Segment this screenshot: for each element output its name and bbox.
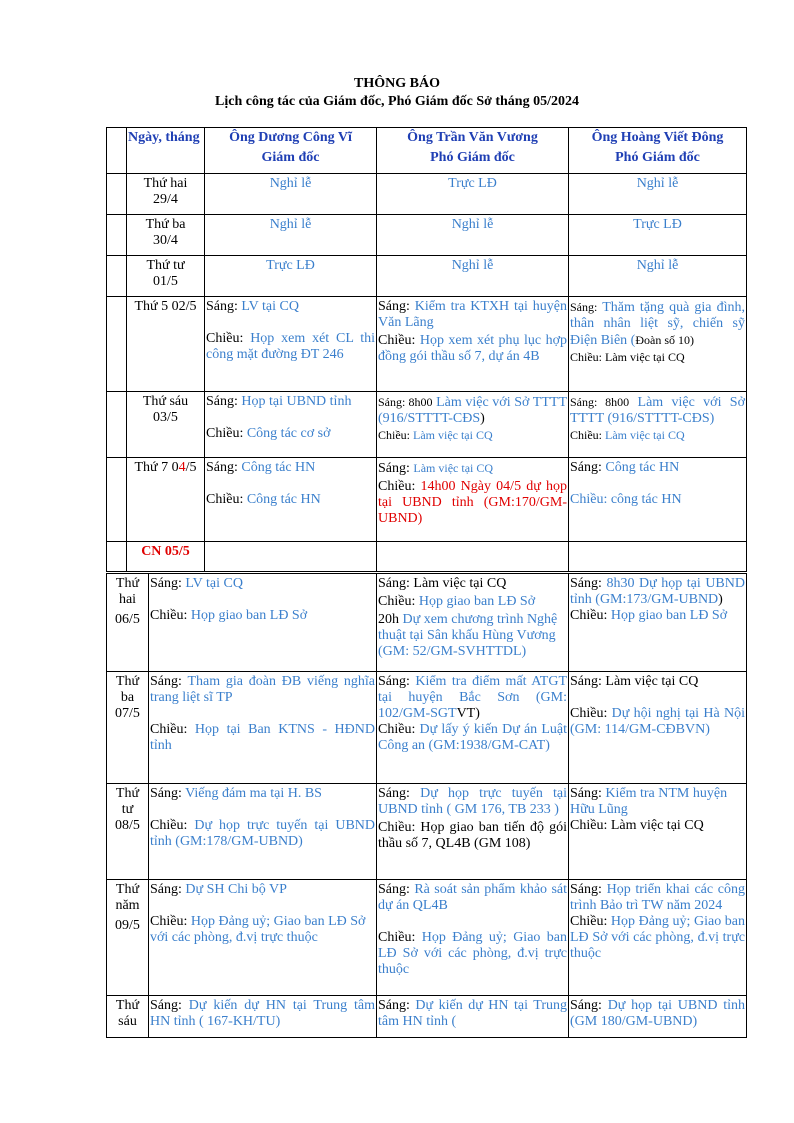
schedule-text: Sáng: 8h00: [378, 395, 433, 409]
date-label: 29/4: [153, 192, 178, 207]
schedule-text: 07/5: [115, 706, 140, 721]
schedule-text: Chiều:: [150, 608, 188, 623]
person2-cell: [377, 392, 569, 458]
table-row: [107, 574, 747, 672]
schedule-text: Kiểm tra NTM huyện Hữu Lũng: [570, 786, 728, 817]
schedule-text: Dự họp trực tuyến tại UBND tỉnh (GM:178/GM-UBND): [150, 818, 376, 849]
index-cell: [107, 256, 127, 297]
table-row: [107, 458, 747, 542]
person2-cell: Nghỉ lễ: [377, 215, 569, 256]
person2-cell: Trực LĐ: [377, 174, 569, 215]
schedule-text: Chiều:: [378, 333, 416, 348]
person3-cell: [569, 784, 747, 880]
schedule-text: ba: [120, 690, 135, 705]
schedule-text: Sáng:: [150, 998, 182, 1013]
table-row: [107, 215, 747, 256]
schedule-text: Làm việc tại CQ: [413, 461, 494, 475]
spacer: [570, 690, 745, 706]
doc-subtitle: Lịch công tác của Giám đốc, Phó Giám đốc Sở tháng 05/2024: [215, 94, 579, 109]
schedule-text: Chiều:: [570, 608, 608, 623]
schedule-text: Họp Đảng uỷ; Giao ban LĐ Sở với các phòng, đ.vị trực thuộc: [378, 930, 567, 977]
table-row: [107, 996, 747, 1038]
day-cell: [107, 672, 149, 784]
schedule-text: Công tác HN: [605, 460, 680, 475]
person2-cell: Nghỉ lễ: [377, 256, 569, 297]
schedule-text: Họp triển khai các công trình Bảo trì TW năm 2024: [570, 882, 746, 913]
person1-cell: [149, 996, 377, 1038]
day-cell: Thứ 5 02/5: [127, 297, 205, 392]
schedule-text: Chiều:: [378, 722, 416, 737]
person2-cell: [377, 542, 569, 572]
table-row: [107, 256, 747, 297]
schedule-text: Họp xem xét CL thi công mặt đường ĐT 246: [206, 331, 376, 362]
schedule-text: Dự lấy ý kiến Dự án Luật Công an (GM:1938/GM-CAT): [378, 722, 567, 753]
schedule-text: Viếng đám ma tại H. BS: [185, 786, 322, 801]
person2-cell: [377, 784, 569, 880]
schedule-text: Thứ: [115, 998, 140, 1013]
schedule-text: /5: [185, 460, 197, 475]
schedule-text: Sáng:: [378, 461, 410, 476]
schedule-text: Sáng: Làm việc tại CQ: [570, 674, 699, 689]
schedule-text: 14h00 Ngày 04/5 dự họp tại UBND tỉnh (GM:170/GM-UBND): [378, 479, 567, 526]
schedule-text: Công tác HN: [241, 460, 316, 475]
schedule-text: Chiều:: [570, 706, 608, 721]
schedule-text: Sáng:: [570, 882, 602, 897]
schedule-text: Sáng:: [378, 882, 410, 897]
schedule-text: Rà soát sản phẩm khảo sát dự án QL4B: [378, 882, 568, 913]
schedule-text: LV tại CQ: [185, 576, 243, 591]
schedule-text: Làm việc với Sở TTTT (916/STTTT-CĐS): [570, 395, 745, 426]
person2-header: [377, 128, 569, 174]
schedule-text: 4: [178, 460, 186, 475]
schedule-text: Sáng:: [206, 460, 238, 475]
person2-cell: [377, 458, 569, 542]
schedule-text: Sáng:: [378, 998, 410, 1013]
person1-cell: [149, 672, 377, 784]
person3-cell: [569, 542, 747, 572]
schedule-text: Chiều:: [378, 428, 410, 442]
schedule-text: Làm việc tại CQ: [413, 428, 493, 442]
spacer: [206, 476, 375, 492]
person1-cell: Trực LĐ: [205, 256, 377, 297]
schedule-text: Thứ: [115, 882, 140, 897]
person1-cell: [205, 542, 377, 572]
schedule-text: Họp tại Ban KTNS - HĐND tỉnh: [150, 722, 375, 753]
schedule-text: 8h30 Dự họp tại UBND tỉnh (GM:173/GM-UBND: [570, 576, 745, 607]
person1-cell: [205, 392, 377, 458]
person3-cell: [569, 574, 747, 672]
schedule-text: Dự xem chương trình Nghệ thuật tại Sân khấu Hùng Vương (GM: 52/GM-SVHTTDL): [378, 612, 558, 659]
schedule-text: Họp tại UBND tỉnh: [241, 394, 352, 409]
person1-role: Giám đốc: [261, 150, 320, 165]
schedule-text: Sáng:: [378, 299, 410, 314]
schedule-text: Làm việc với Sở TTTT (916/STTTT-CĐS: [378, 395, 567, 426]
person2-cell: [377, 880, 569, 996]
schedule-text: Sáng:: [150, 786, 182, 801]
person3-header: [569, 128, 747, 174]
schedule-text: Sáng:: [570, 300, 598, 314]
date-label: 01/5: [153, 274, 178, 289]
schedule-text: Chiều: công tác HN: [570, 492, 682, 507]
date-label: 30/4: [153, 233, 178, 248]
day-cell: [107, 784, 149, 880]
spacer: [150, 898, 375, 914]
person1-cell: Nghỉ lễ: [205, 174, 377, 215]
spacer: [206, 315, 375, 331]
table-row: [107, 542, 747, 572]
spacer: [570, 476, 745, 492]
person3-cell: [569, 996, 747, 1038]
schedule-text: Dự họp trực tuyến tại UBND tỉnh ( GM 176, TB 233 ): [378, 786, 568, 817]
spacer: [206, 410, 375, 426]
person1-cell: Nghỉ lễ: [205, 215, 377, 256]
person3-cell: [569, 880, 747, 996]
schedule-text: ): [480, 411, 485, 426]
person3-cell: [569, 297, 747, 392]
schedule-text: Họp xem xét phụ lục hợp đồng gói thầu số 7, dự án 4B: [378, 333, 568, 364]
schedule-text: Sáng:: [378, 674, 410, 689]
schedule-text: Chiều:: [206, 426, 244, 441]
schedule-text: Chiều:: [570, 914, 608, 929]
schedule-text: Sáng:: [206, 394, 238, 409]
day-cell: [127, 174, 205, 215]
schedule-text: Sáng:: [570, 576, 602, 591]
person3-cell: [569, 458, 747, 542]
schedule-text: Dự kiến dự HN tại Trung tâm HN tỉnh (: [378, 998, 568, 1029]
schedule-text: 06/5: [115, 612, 140, 627]
spacer: [150, 802, 375, 818]
schedule-text: Chiều:: [150, 914, 188, 929]
schedule-text: Chiều: Làm việc tại CQ: [570, 818, 704, 833]
index-header-cell: [107, 128, 127, 174]
person2-cell: [377, 297, 569, 392]
schedule-text: Sáng:: [150, 674, 182, 689]
schedule-table-bottom: [106, 573, 747, 1038]
index-cell: [107, 542, 127, 572]
schedule-text: Chiều:: [378, 479, 416, 494]
schedule-text: Sáng:: [206, 299, 238, 314]
date-header: Ngày, tháng: [127, 128, 205, 174]
schedule-text: Sáng:: [378, 786, 410, 801]
person2-role: Phó Giám đốc: [430, 150, 515, 165]
schedule-text: Chiều:: [150, 722, 188, 737]
schedule-text: Chiều: Họp giao ban tiến độ gói thầu số 7, QL4B (GM 108): [378, 820, 567, 851]
schedule-text: Họp Đảng uỷ; Giao ban LĐ Sở với các phòng, đ.vị trực thuộc: [570, 914, 745, 961]
person3-cell: Nghỉ lễ: [569, 174, 747, 215]
person2-cell: [377, 996, 569, 1038]
schedule-text: Sáng: 8h00: [570, 395, 630, 409]
index-cell: [107, 215, 127, 256]
person1-header: [205, 128, 377, 174]
schedule-text: Làm việc tại CQ: [605, 428, 685, 442]
day-cell: [107, 880, 149, 996]
spacer: [150, 592, 375, 608]
day-cell: [127, 392, 205, 458]
schedule-text: Chiều:: [206, 331, 244, 346]
document-header: [0, 75, 794, 111]
person3-cell: Trực LĐ: [569, 215, 747, 256]
person1-cell: [149, 574, 377, 672]
schedule-text: Chiều:: [206, 492, 244, 507]
person2-cell: [377, 574, 569, 672]
person1-cell: [149, 880, 377, 996]
schedule-text: Thứ: [115, 786, 140, 801]
person1-name: Ông Dương Công Vĩ: [229, 130, 352, 145]
person3-name: Ông Hoàng Viết Đông: [591, 130, 724, 145]
schedule-text: Thứ: [115, 674, 140, 689]
schedule-text: Họp Đảng uỷ; Giao ban LĐ Sở với các phòng, đ.vị trực thuộc: [150, 914, 366, 945]
schedule-text: Dự SH Chi bộ VP: [185, 882, 287, 897]
person3-cell: [569, 672, 747, 784]
schedule-text: Kiểm tra KTXH tại huyện Văn Lãng: [378, 299, 567, 330]
schedule-text: 20h: [378, 612, 399, 627]
day-label: Thứ ba: [145, 217, 186, 232]
day-cell: [107, 996, 149, 1038]
person1-cell: [205, 458, 377, 542]
schedule-text: Chiều:: [378, 594, 416, 609]
day-label: Thứ tư: [146, 258, 185, 273]
schedule-text: Thăm tặng quà gia đình, thân nhân liệt sỹ, chiến sỹ Điện Biên (: [570, 300, 746, 348]
person2-name: Ông Trần Văn Vương: [407, 130, 538, 145]
schedule-text: năm: [115, 898, 140, 913]
table-row: [107, 392, 747, 458]
schedule-table-top: [106, 127, 747, 572]
schedule-text: Dự họp tại UBND tỉnh (GM 180/GM-UBND): [570, 998, 746, 1029]
index-cell: [107, 174, 127, 215]
spacer: [378, 914, 567, 930]
schedule-text: Sáng:: [570, 998, 602, 1013]
table-row: [107, 672, 747, 784]
table-row: [107, 784, 747, 880]
schedule-text: Họp giao ban LĐ Sở: [190, 608, 308, 623]
schedule-text: Công tác HN: [246, 492, 321, 507]
schedule-text: Đoàn số 10): [635, 333, 694, 347]
schedule-text: Tham gia đoàn ĐB viếng nghĩa trang liệt sĩ TP: [150, 674, 375, 705]
schedule-text: sáu: [118, 1014, 137, 1029]
table-row: [107, 174, 747, 215]
schedule-text: tư: [121, 802, 134, 817]
table-row: [107, 297, 747, 392]
schedule-text: Họp giao ban LĐ Sở: [418, 594, 536, 609]
schedule-text: Kiểm tra điểm mất ATGT tại huyện Bắc Sơn (GM: 102/GM-SGT: [378, 674, 567, 721]
schedule-text: LV tại CQ: [241, 299, 299, 314]
index-cell: [107, 392, 127, 458]
schedule-text: Dự kiến dự HN tại Trung tâm HN tỉnh ( 167-KH/TU): [150, 998, 376, 1029]
day-cell: [127, 256, 205, 297]
table-header-row: [107, 128, 747, 174]
schedule-text: Công tác cơ sở: [246, 426, 331, 441]
schedule-text: Sáng:: [150, 576, 182, 591]
schedule-text: Thứ 7 0: [134, 460, 179, 475]
doc-title: THÔNG BÁO: [354, 76, 440, 91]
person3-role: Phó Giám đốc: [615, 150, 700, 165]
spacer: [150, 706, 375, 722]
day-label: Thứ hai: [143, 176, 188, 191]
person3-cell: Nghỉ lễ: [569, 256, 747, 297]
schedule-text: Thứ hai: [115, 576, 140, 607]
day-cell: [127, 215, 205, 256]
schedule-text: ): [718, 592, 723, 607]
person3-cell: [569, 392, 747, 458]
day-cell: CN 05/5: [127, 542, 205, 572]
schedule-text: Họp giao ban LĐ Sở: [610, 608, 728, 623]
schedule-text: Chiều:: [378, 930, 416, 945]
person2-cell: [377, 672, 569, 784]
person1-cell: [205, 297, 377, 392]
index-cell: [107, 297, 127, 392]
schedule-text: Sáng:: [570, 786, 602, 801]
schedule-text: Chiều: Làm việc tại CQ: [570, 350, 685, 364]
index-cell: [107, 458, 127, 542]
person1-cell: [149, 784, 377, 880]
schedule-text: 03/5: [153, 410, 178, 425]
schedule-text: Dự hội nghị tại Hà Nội (GM: 114/GM-CĐBVN): [570, 706, 746, 737]
schedule-text: Sáng: Làm việc tại CQ: [378, 576, 507, 591]
schedule-text: Sáng:: [150, 882, 182, 897]
schedule-text: 09/5: [115, 918, 140, 933]
schedule-text: 08/5: [115, 818, 140, 833]
day-cell: [107, 574, 149, 672]
schedule-text: Thứ sáu: [142, 394, 189, 409]
table-row: [107, 880, 747, 996]
schedule-text: VT): [456, 706, 480, 721]
schedule-text: Chiều:: [150, 818, 188, 833]
schedule-text: Sáng:: [570, 460, 602, 475]
schedule-text: Chiều:: [570, 428, 602, 442]
day-cell: [127, 458, 205, 542]
